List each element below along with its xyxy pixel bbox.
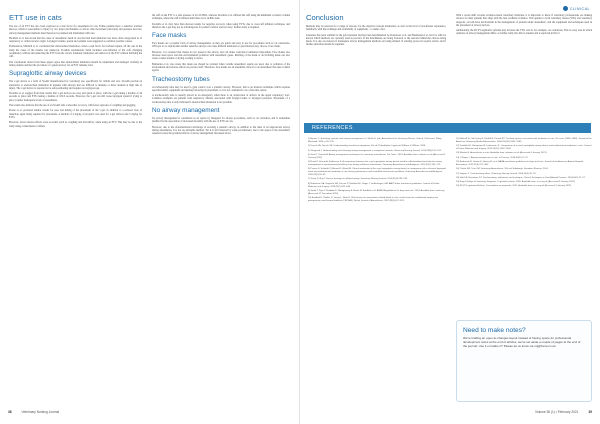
- reference-item: 18) Holt DE, Brockman DJ. Tracheostomy: indications and technique. Clinical Techniques in Small Animal Practice. 2003;18(1):21–27.: [456, 176, 586, 179]
- reference-item: 8) Robertson SA, Gogolski SM, Pascoe P, Shafford HL, Sager J, Griffenhagen GM. AAFP feline anesthesia guidelines. Journal of Feline Medicine and Surgery. 2018;20(7):602–634.: [308, 182, 440, 188]
- need-notes-body: We're trialling an open-to-changes layout instead of having space for professional development notes at the end of articles, we've set aside a couple of pages at the end of the journal. Use it or loathe it? Please let us know via vnj@bvna.co.uk: [463, 336, 581, 348]
- paragraph: With a recent shift towards evidence-based veterinary medicine, it is important to know if veterinary professionals are making choices for their patients that align with the best available evidence. This applies to both veterinary nurses (VNs) and veterinary surgeons, as both have involvement in the management of patients under anaesthetic, and the equipment and techniques used in the placement of airway devices.: [456, 14, 592, 27]
- heading-ett-cats: ETT use in cats: [9, 13, 62, 22]
- reference-item: 3) Sheppard J. Understanding and choosing airway management in companion animals. Veterinary Nursing Journal. 2013;28(6):191–194.: [308, 149, 442, 152]
- reference-item: 19) Royal College of Veterinary Surgeons. Legislative reform. 2020. Available from: rcvs.org.uk [Accessed 3 January 2021].: [456, 181, 576, 184]
- paragraph: No airway management is considered as an option by Shepperd for shorter procedures, such as cat castration, and is sometimes justified by the association of increased mortality with the use of ETTs in cats.: [152, 117, 290, 124]
- reference-item: 9) Smith T, Dyer T, Brodbelt D, Montgomery E, Bentz M. Brodbelt et al. AVA/DVA guidelines for dogs and cats. 2018. Available from: aaha.org [Accessed 17 December 2020].: [308, 189, 445, 195]
- reference-item: 15) Bednarski R, Grimm K, Harvey R, et al. AAHA anesthesia guidelines for dogs and cats. Journal of the American Animal Hospital Association. 2011;47(6):377–385.: [456, 161, 584, 166]
- paragraph: The v-gel device is a form of SGAD manufactured for veterinary use, specifically for rabbits and cats. SGADs provide an alternative to endotracheal intubation in patients with airways that are difficult to intubate or those deemed at high risk of injury. The v-gel device is reported to be self-positioning and requires no laryngoscope.: [9, 80, 142, 90]
- references-col-1: [308, 138, 448, 204]
- section-tag-label: CLINICAL: [569, 6, 590, 11]
- reference-item: 6) Prasse S, Schmidt V, Meinert E, Wendt M. Clinical evaluation of the v-gel supraglottic airway device in comparison with a classical laryngeal mask and endotracheal intubation in cats during spontaneous and controlled mechanical ventilation. Veterinary Anaesthesia and Analgesia. 2016;43(1):55–62.: [308, 168, 446, 177]
- journal-title: Veterinary Nursing Journal: [21, 410, 60, 414]
- paragraph: Methods may be selected for a range of reasons: for the objective reasons mentioned, as well as the level of practitioner experience, familiarity with the technique and availability of equipment – to name a few.: [306, 25, 446, 32]
- heading-conclusion: Conclusion: [306, 13, 344, 22]
- paragraph: Face masks are a popular form of airway management, as they are quick and easy to use for procedures such as cat castrations. O'Dwyer et al. explain that smaller sensitive airways can cause difficult intubation so practitioners may choose a face mask.: [152, 42, 290, 49]
- paragraph: However, due to the aforementioned advantage of securing a patient's airway, in addition to the risks of an unprotected airway during anaesthesia, it is not an advisable method. Yet it is still selected by some practitioners, due to the speed of the anaesthetic required versus the potential effects of airway management discussed above.: [152, 125, 290, 136]
- issue-info: Volume 36 (1) • February 2021: [534, 410, 579, 414]
- paragraph: Literature has been outlined as the gold standard and has been benchmarked by Robertson et al. and Bednarski et al. but it is still not known which methods are currently used in practice. If the benchmarks are being followed or the reasons behind the choices being made. It is also not known if inadequate airway management methods are being utilised. If existing protocols require review and if further education should be supplied.: [306, 33, 446, 47]
- page-number: 39: [588, 410, 592, 414]
- reference-item: 17) Hughes L. Tracheostomy tubes. Veterinary Nursing Journal. 2009;24(5):20–23.: [456, 172, 537, 175]
- references-heading-bar: [454, 123, 591, 133]
- right-col-2: [456, 14, 592, 38]
- heading-no-airway: No airway management: [152, 107, 220, 115]
- reference-item: 10) Brodbelt D, Pfeiffer D, Young L, Wood J. Risk factors for anaesthetic-related death in cats: results from the confidential enquiry into perioperative small animal fatalities (CEPSAF). British Journal of Anaesthesia. 2007;99(5):617–623.: [308, 197, 439, 202]
- section-tag: [563, 6, 590, 11]
- paragraph: The use of an ETT has also been explored as a risk factor for anaesthesia in cats. Feline patients have a sensitive tracheal mucosa, which is susceptible to injury by two major mechanisms of action: tube movement (abrasion) and pressure necrosis. Airway management methods must therefore be planned and maintained with care.: [9, 25, 142, 35]
- paragraph: Additionally, the RCVS legislative reforms may increase the VN's role in, for example, cat castrations. This is a key area in which opinions on airway management differ, so further study into this is prudent and is explored in Part 2.: [456, 29, 592, 36]
- reference-item: 7) Gilroy D, Roy T. How to manage an inflated airway. Veterinary Nursing Journal. 2016;31(8):239–242.: [308, 178, 408, 181]
- reference-item: 4) Steel T, Vemula A. Airway management techniques for veterinary anaesthesia. Vet Times. 2019. Available from: vettimes.co.uk [Accessed 5 January 2021].: [308, 153, 446, 159]
- reference-item: 20) RCVS Legislation Reform. Consultation on proposals. 2021. Available from: rcvs.org.uk [Accessed 3 January 2021].: [456, 185, 572, 188]
- paragraph: Prasse et al. produced similar results for ease and timing of the placement of the v-gel, in addition to a reduced dose of induction agent being required for placement. A median of 3 mg/kg of propofol was used for v-gel devices and 5 mg/kg for ETTs.: [9, 109, 142, 119]
- heading-tracheostomy: Tracheostomy tubes: [152, 75, 210, 83]
- need-notes-box: [456, 320, 592, 402]
- reference-item: 1) Aarnes C. Breathing systems and airway management. In: Welsh E, (ed.) Anaesthesia for Veterinary Nurses. 2nd ed. Chichester: Wiley-Blackwell; 2009. p.99–126.: [308, 138, 442, 143]
- paragraph: Brodbelt et al. discovered that the cause of anaesthetic death in cats that had been intubated was more often categorised as of respiratory or cardiovascular origin. Laryngeal trauma, spasm and oedema were suggested as common possible causes.: [9, 36, 142, 44]
- reference-item: 2) Dorsch JA, Dorsch SE. Understanding anesthesia equipment. 5th ed. Philadelphia: Lippincott Williams & Wilkins; 2008.: [308, 145, 426, 148]
- paragraph: However, it is stressed that masks do not preserve the airway and can make controlled ventilation impossible. Face masks also increase dead space and risk environmental pollution with anaesthetic gases. Rubbing of the mask or an ill-fitting mask can also cause corneal trauma or drying, leading to ulcers.: [152, 50, 290, 61]
- paragraph: However, fewer adverse effects were recorded, such as coughing and discomfort, when using an ETT. This may be due to the study using a manometer to inflate: [9, 121, 142, 128]
- paragraph: A tracheostomy tube may be used to gain control over a patient's airway. However, this is an invasive technique which requires specialist skills, equipment and nursing following its placement, so it is not considered to be a first-line option.: [152, 85, 290, 92]
- paragraph: Furthermore, Mitchell et al. concluded that endotracheal intubation carries a risk factor for tracheal rupture. Of the cats in the study the cause of the trauma was unknown. Possible explanations listed included over-inflation of the cuff, changing recumbency without disconnecting the ETT from the circuit, traumatic intubation and removal of the ETT without deflating the cuff.: [9, 45, 142, 59]
- paragraph: The conclusions drawn from these papers agree that endotracheal intubation should be undertaken and managed carefully in feline patients and that the provision of a patent airway via an ETT remains vital.: [9, 60, 142, 67]
- right-col-1: [306, 12, 446, 49]
- paragraph: Doolittle et al. suggest from their results that v-gel devices are easy and quick to place, with the v-gel taking a median of 44 seconds to place and ETTs taking a median of 100.0 seconds. However, the v-gel can still cause laryngeal spasm if trying to place it under inadequate levels of anaesthesia.: [9, 92, 142, 102]
- heading-supraglottic: Supraglottic airway devices: [9, 70, 87, 78]
- clinical-icon: [563, 6, 568, 11]
- paragraph: Bednarski et al. also stress that mask use should be avoided when volatile anaesthetic agents are used, due to pollution of the environment and adverse effects on practice staff. Therefore, face masks are an unsuitable choice for an anaesthetic that uses volatile agents.: [152, 62, 290, 73]
- left-col-2: [152, 14, 290, 138]
- need-notes-title: Need to make notes?: [463, 327, 526, 334]
- right-footer: [535, 410, 592, 414]
- reference-item: 16) Clarke KW, Trim CM. Veterinary Anaesthesia. 11th ed. Edinburgh: Saunders Elsevier; 2014.: [456, 168, 549, 171]
- reference-item: 12) Doolittle HL, Hemmings M, Lieberman JL. Comparison of a novel supraglottic airway device and endotracheal intubation in cats. Journal of Feline Medicine and Surgery. 2013;15(12):1052–1056.: [456, 145, 592, 151]
- paragraph: The results also indicate that the use of an SGAD aids a smoother recovery, with fewer episodes of coughing and gagging.: [9, 104, 136, 108]
- left-col-1: [9, 12, 142, 130]
- reference-item: 14) O'Dwyer L. Airway emergencies in cats. In Practice. 2018;40(2):57–67.: [456, 156, 529, 159]
- paragraph: Doolittle et al. may have then showed results for negative recovery when using ETTs, due to over-cuff inflation technique, and therefore the v-gel may not be advantageous for patient comfort and recovery; further study is required.: [152, 22, 290, 29]
- right-page: [300, 0, 600, 424]
- paragraph: A tracheostomy tube is usually placed in an emergency when there is an obstruction of airflow in the upper respiratory tract. Common examples are patients with respiratory distress associated with foreign bodies or laryngeal paralysis. Placement of a tracheostomy tube is only indicated if endotracheal intubation is not possible.: [152, 94, 290, 104]
- references-heading: REFERENCES: [304, 123, 454, 133]
- paragraph: the cuff on the ETT to a safe pressure of 20 cm H2O, whereas Doolittle et al. inflated the cuff using the minimum occlusive volume technique, where the cuff is inflated until there is no audible leak.: [152, 14, 290, 21]
- references-col-2: [456, 138, 592, 190]
- reference-item: 5) Ruud K, Krarup A, Steffensen K. A comparison between the v-gel supraglottic airway device and the cuffed endotracheal tube for airway management in spontaneously breathing cats during isoflurane anaesthesia. Veterinary Anaesthesia and Analgesia. 2015;42(2):165–172.: [308, 161, 442, 166]
- heading-face-masks: Face masks: [152, 32, 187, 40]
- reference-item: 11) Mitchell SL, McCarthy R, Rudloff E, Pernell RT. Tracheal rupture associated with intubation in cats: 20 cases (1996–1998). Journal of the American Veterinary Medical Association. 2000;216(10):1592–1595.: [456, 138, 592, 143]
- page-number: 38: [8, 410, 12, 414]
- reference-item: 13) Meaker B. Anaesthesia in cats. Available from: vettimes.co.uk [Accessed 4 January 2021].: [456, 152, 547, 155]
- left-footer: [8, 410, 59, 414]
